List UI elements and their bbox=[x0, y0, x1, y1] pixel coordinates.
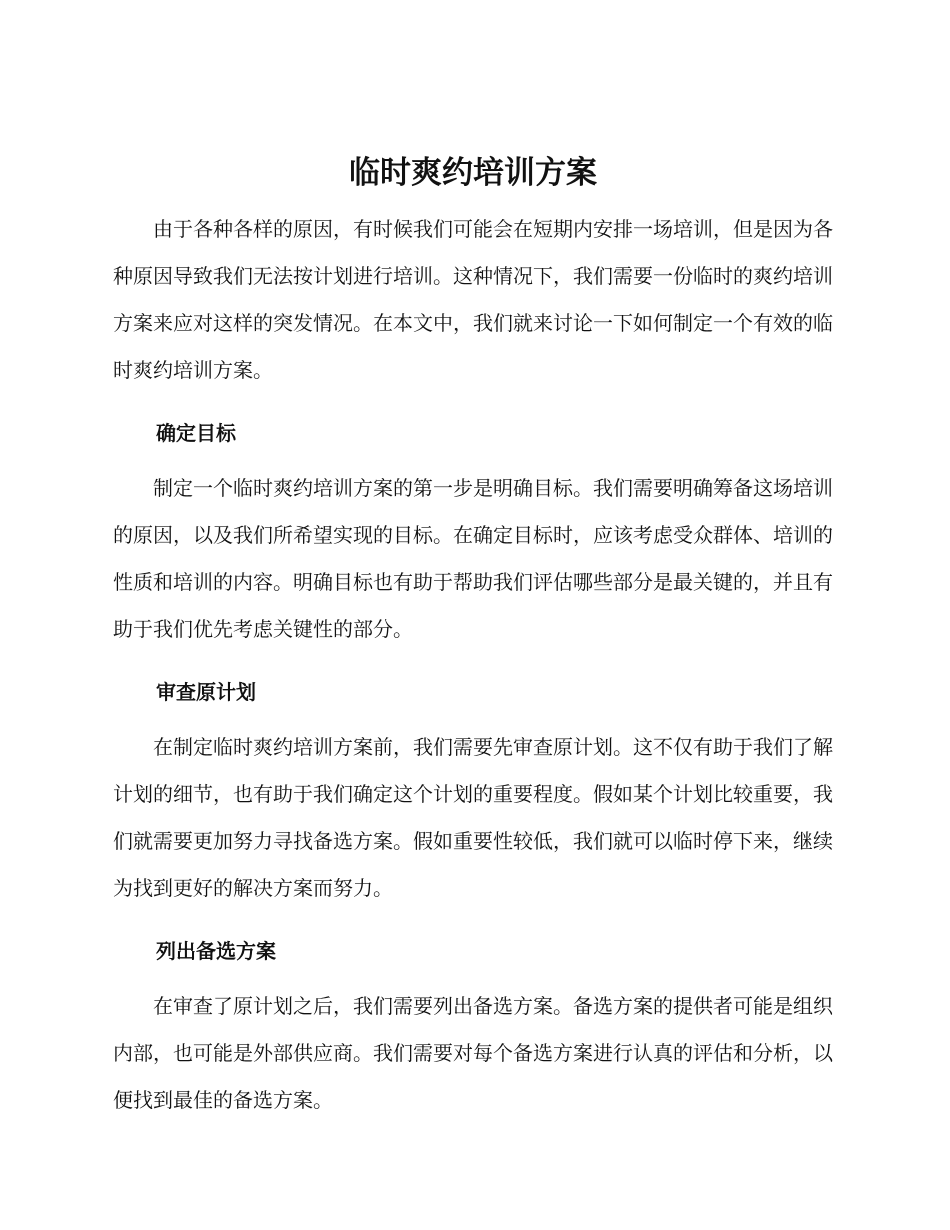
section-body: 在制定临时爽约培训方案前，我们需要先审查原计划。这不仅有助于我们了解计划的细节，也有助于我们确定这个计划的重要程度。假如某个计划比较重要，我们就需要更加努力寻找备选方案。假如重要性较低，我们就可以临时停下来，继续为找到更好的解决方案而努力。 bbox=[113, 735, 833, 900]
section-review-plan bbox=[113, 669, 833, 912]
section-heading: 审查原计划 bbox=[156, 680, 256, 704]
document-title: 临时爽约培训方案 bbox=[349, 155, 597, 191]
document-page bbox=[113, 148, 833, 1124]
section-body: 制定一个临时爽约培训方案的第一步是明确目标。我们需要明确筹备这场培训的原因，以及我们所希望实现的目标。在确定目标时，应该考虑受众群体、培训的性质和培训的内容。明确目标也有助于帮助我们评估哪些部分是最关键的，并且有助于我们优先考虑关键性的部分。 bbox=[113, 476, 833, 641]
section-body: 在审查了原计划之后，我们需要列出备选方案。备选方案的提供者可能是组织内部，也可能是外部供应商。我们需要对每个备选方案进行认真的评估和分析，以便找到最佳的备选方案。 bbox=[113, 994, 833, 1112]
section-heading: 确定目标 bbox=[156, 421, 236, 445]
spacer bbox=[113, 394, 833, 406]
section-heading: 列出备选方案 bbox=[156, 939, 276, 963]
section-determine-goals bbox=[113, 410, 833, 653]
section-list-alternatives bbox=[113, 928, 833, 1124]
intro-paragraph: 由于各种各样的原因，有时候我们可能会在短期内安排一场培训，但是因为各种原因导致我们无法按计划进行培训。这种情况下，我们需要一份临时的爽约培训方案来应对这样的突发情况。在本文中，我们就来讨论一下如何制定一个有效的临时爽约培训方案。 bbox=[113, 217, 833, 382]
spacer bbox=[113, 653, 833, 665]
spacer bbox=[113, 912, 833, 924]
